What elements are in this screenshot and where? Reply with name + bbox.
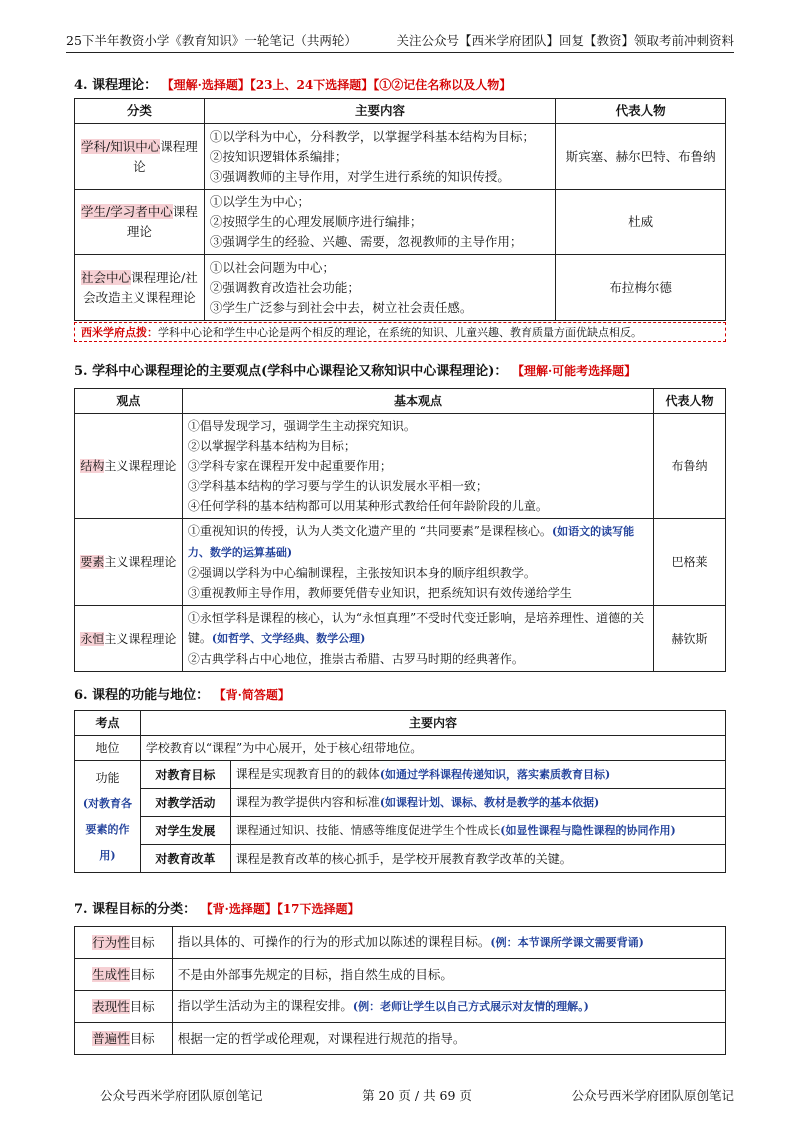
table-row: 学生/学习者中心课程理论 ①以学生为中心； ②按照学生的心理发展顺序进行编排； ③强调学生的经验、兴趣、需要，忽视教师的主导作用； 杜威 <box>75 190 726 255</box>
footer-right: 公众号西米学府团队原创笔记 <box>571 1088 734 1103</box>
course-theory-table <box>74 98 726 321</box>
header-left: 25下半年教资小学《教育知识》一轮笔记（共两轮） <box>66 33 357 48</box>
tip-box: 西米学府点拨：学科中心论和学生中心论是两个相反的理论，在系统的知识、儿童兴趣、教育质量方面优缺点相反。 <box>74 322 726 342</box>
section-5-heading: 5. 学科中心课程理论的主要观点(学科中心课程论又称知识中心课程理论)： 【理解·可能考选择题】 <box>74 364 637 379</box>
table-row: 对教学活动 课程为教学提供内容和标准(如课程计划、课标、教材是教学的基本依据) <box>75 789 726 817</box>
table-row: 地位 学校教育以“课程”为中心展开，处于核心纽带地位。 <box>75 736 726 761</box>
section-6-heading: 6. 课程的功能与地位： 【背·简答题】 <box>74 688 290 703</box>
footer-left: 公众号西米学府团队原创笔记 <box>100 1088 263 1103</box>
table-row: 普遍性目标 根据一定的哲学或伦理观，对课程进行规范的指导。 <box>75 1023 726 1055</box>
table-row: 结构主义课程理论 ①倡导发现学习，强调学生主动探究知识。 ②以掌握学科基本结构为目标； ③学科专家在课程开发中起重要作用； ③学科基本结构的学习要与学生的认识发展水平相一致； ④任何学科的基本结构都可以用某种形式教给任何年龄阶段的儿童。 布鲁纳 <box>75 414 726 519</box>
page-number: 第 20 页 / 共 69 页 <box>362 1088 472 1103</box>
col-header: 基本观点 <box>182 389 653 414</box>
page-header <box>66 30 734 53</box>
objective-table <box>74 926 726 1055</box>
table-row: 学科/知识中心课程理论 ①以学科为中心，分科教学，以掌握学科基本结构为目标； ②按知识逻辑体系编排； ③强调教师的主导作用，对学生进行系统的知识传授。 斯宾塞、赫尔巴特、布鲁纳 <box>75 124 726 190</box>
table-row: 要素主义课程理论 ①重视知识的传授，认为人类文化遗产里的 “共同要素”是课程核心。(如语文的读写能力、数学的运算基础) ②强调以学科为中心编制课程，主张按知识本身的顺序组织教学。 ③重视教师主导作用，教师要凭借专业知识，把系统知识有效传递给学生 巴格莱 <box>75 519 726 606</box>
section-4-heading: 4. 课程理论： 【理解·选择题】【23上、24下选择题】【①②记住名称以及人物】 <box>74 78 512 93</box>
table-row: 对学生发展 课程通过知识、技能、情感等维度促进学生个性成长(如显性课程与隐性课程的协同作用) <box>75 817 726 845</box>
col-header: 考点 <box>75 711 141 736</box>
table-row: 永恒主义课程理论 ①永恒学科是课程的核心，认为“永恒真理”不受时代变迁影响，是培养理性、道德的关键。(如哲学、文学经典、数学公理) ②古典学科占中心地位，推崇古希腊、古罗马时期的经典著作。 赫钦斯 <box>75 606 726 672</box>
col-header: 代表人物 <box>654 389 726 414</box>
page-footer <box>100 1086 734 1104</box>
table-row: 对教育改革 课程是教育改革的核心抓手，是学校开展教育教学改革的关键。 <box>75 845 726 873</box>
table-row: 功能 (对教育各要素的作用) 对教育目标 课程是实现教育目的的载体(如通过学科课程传递知识，落实素质教育目标) <box>75 761 726 789</box>
subject-center-table <box>74 388 726 672</box>
header-right: 关注公众号【西米学府团队】回复【教资】领取考前冲刺资料 <box>396 33 734 48</box>
section-7-heading: 7. 课程目标的分类： 【背·选择题】【17下选择题】 <box>74 902 360 917</box>
col-header: 代表人物 <box>556 99 726 124</box>
table-row: 生成性目标 不是由外部事先规定的目标，指自然生成的目标。 <box>75 959 726 991</box>
col-header: 主要内容 <box>140 711 725 736</box>
col-header: 观点 <box>75 389 183 414</box>
table-row: 行为性目标 指以具体的、可操作的行为的形式加以陈述的课程目标。(例：本节课所学课文需要背诵) <box>75 927 726 959</box>
table-row: 社会中心课程理论/社会改造主义课程理论 ①以社会问题为中心； ②强调教育改造社会功能； ③学生广泛参与到社会中去，树立社会责任感。 布拉梅尔德 <box>75 255 726 321</box>
col-header: 分类 <box>75 99 205 124</box>
function-table <box>74 710 726 873</box>
col-header: 主要内容 <box>204 99 555 124</box>
table-row: 表现性目标 指以学生活动为主的课程安排。(例：老师让学生以自己方式展示对友情的理解。) <box>75 991 726 1023</box>
